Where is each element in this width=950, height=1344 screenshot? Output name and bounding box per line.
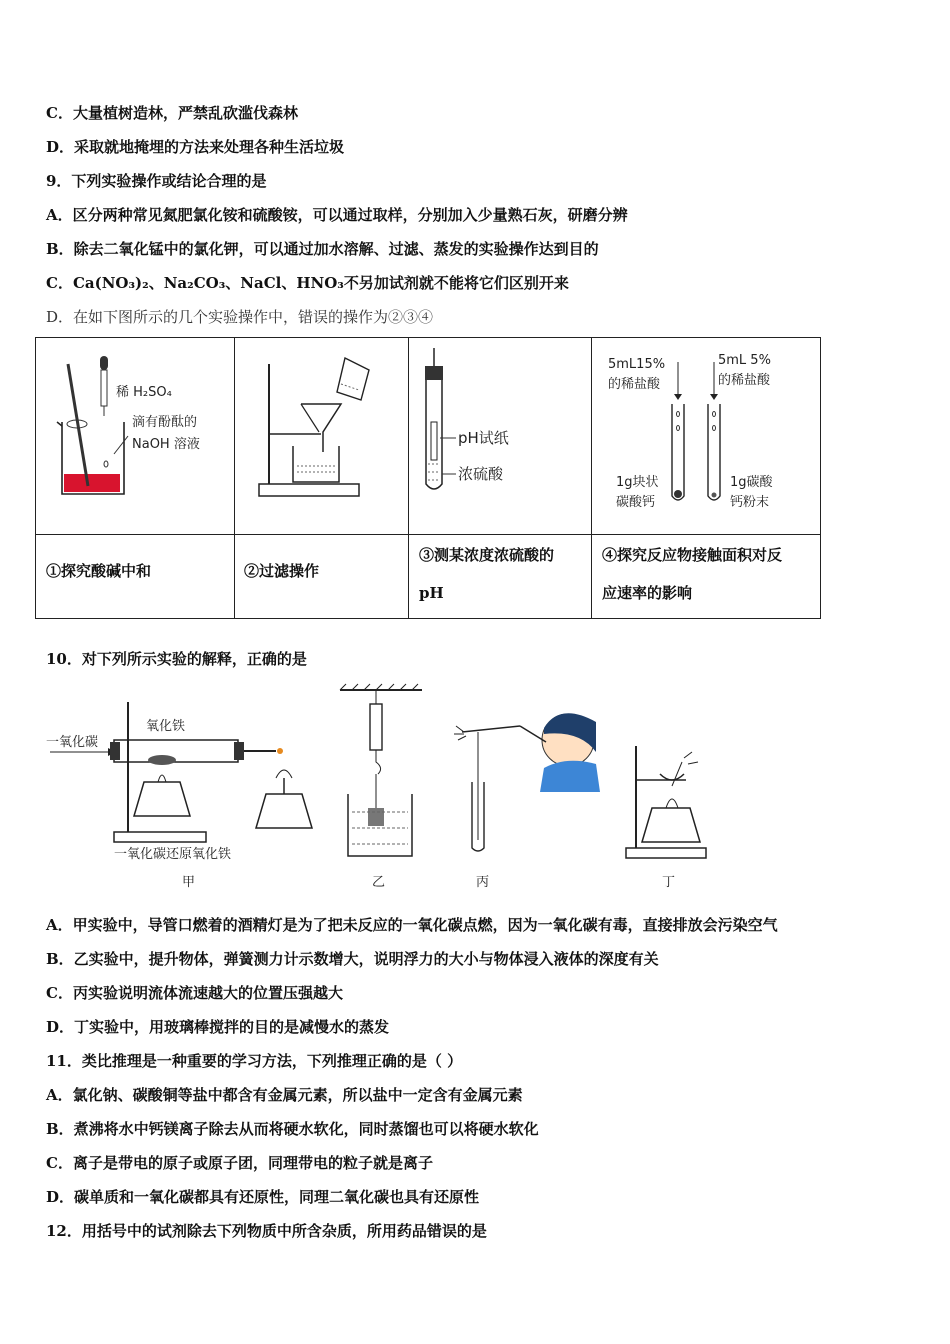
panel-jia: 甲 <box>182 875 196 890</box>
q11-option-c: C．离子是带电的原子或原子团，同理带电的粒子就是离子 <box>46 1154 433 1172</box>
option-c-line: C．大量植树造林，严禁乱砍滥伐森林 <box>46 104 298 122</box>
panel-yi: 乙 <box>372 875 386 890</box>
experiment-table <box>35 337 821 619</box>
q10-option-a: A．甲实验中，导管口燃着的酒精灯是为了把未反应的一氧化碳点燃，因为一氧化碳有毒，直接排放会污染空气 <box>46 916 778 934</box>
caption-4-line1: ④探究反应物接触面积对反 <box>602 546 783 564</box>
left-acid-conc: 5mL15% <box>608 357 666 372</box>
q9-option-c: C．Ca(NO₃)₂、Na₂CO₃、NaCl、HNO₃不另加试剂就不能将它们区别开来 <box>46 274 569 292</box>
question-12-stem: 12．用括号中的试剂除去下列物质中所含杂质，所用药品错误的是 <box>46 1222 487 1240</box>
caption-3-line1: ③测某浓度浓硫酸的 <box>419 546 555 564</box>
fe2o3-label: 氧化铁 <box>146 719 186 734</box>
q9-option-d: D．在如下图所示的几个实验操作中，错误的操作为②③④ <box>46 308 434 326</box>
base-label-1: 滴有酚酞的 <box>132 415 198 430</box>
q11-option-d: D．碳单质和一氧化碳都具有还原性，同理二氧化碳也具有还原性 <box>46 1188 480 1206</box>
right-acid-name: 的稀盐酸 <box>718 373 771 388</box>
question-9-stem: 9．下列实验操作或结论合理的是 <box>46 172 267 190</box>
q10-option-d: D．丁实验中，用玻璃棒搅拌的目的是减慢水的蒸发 <box>46 1018 390 1036</box>
co-label: 一氧化碳 <box>46 735 99 750</box>
question-10-stem: 10．对下列所示实验的解释，正确的是 <box>46 650 307 668</box>
q10-option-b: B．乙实验中，提升物体，弹簧测力计示数增大，说明浮力的大小与物体浸入液体的深度有关 <box>46 950 659 968</box>
caption-4-line2: 应速率的影响 <box>602 584 693 602</box>
panel-ding: 丁 <box>662 875 676 890</box>
base-label-2: NaOH 溶液 <box>132 437 200 452</box>
reaction-rate-figure <box>598 344 818 529</box>
conc-acid-label: 浓硫酸 <box>458 465 504 483</box>
caption-2: ②过滤操作 <box>244 562 320 580</box>
left-acid-name: 的稀盐酸 <box>608 377 661 392</box>
neutralization-figure <box>44 344 229 529</box>
caption-1: ①探究酸碱中和 <box>46 562 152 580</box>
ph-test-figure <box>414 344 584 529</box>
option-d-line: D．采取就地掩埋的方法来处理各种生活垃圾 <box>46 138 345 156</box>
right-acid-conc: 5mL 5% <box>718 353 771 368</box>
q11-option-b: B．煮沸将水中钙镁离子除去从而将硬水软化，同时蒸馏也可以将硬水软化 <box>46 1120 539 1138</box>
q11-option-a: A．氯化钠、碳酸铜等盐中都含有金属元素，所以盐中一定含有金属元素 <box>46 1086 523 1104</box>
powder-caco3-label-2: 钙粉末 <box>730 495 770 510</box>
lump-caco3-label-1: 1g块状 <box>616 475 659 490</box>
caption-3-line2: pH <box>419 584 444 602</box>
q10-option-c: C．丙实验说明流体流速越大的位置压强越大 <box>46 984 343 1002</box>
q10-figure-row <box>40 682 900 892</box>
q9-option-b: B．除去二氧化锰中的氯化钾，可以通过加水溶解、过滤、蒸发的实验操作达到目的 <box>46 240 599 258</box>
lump-caco3-label-2: 碳酸钙 <box>616 495 656 510</box>
acid-label: 稀 H₂SO₄ <box>116 385 172 400</box>
fig-jia-caption: 一氧化碳还原氧化铁 <box>114 847 232 862</box>
ph-paper-label: pH试纸 <box>458 429 509 447</box>
q9-option-a: A．区分两种常见氮肥氯化铵和硫酸铵，可以通过取样，分别加入少量熟石灰，研磨分辨 <box>46 206 628 224</box>
panel-bing: 丙 <box>476 875 490 890</box>
question-11-stem: 11．类比推理是一种重要的学习方法，下列推理正确的是（ ） <box>46 1052 463 1070</box>
powder-caco3-label-1: 1g碳酸 <box>730 475 773 490</box>
filtration-figure <box>241 344 401 529</box>
